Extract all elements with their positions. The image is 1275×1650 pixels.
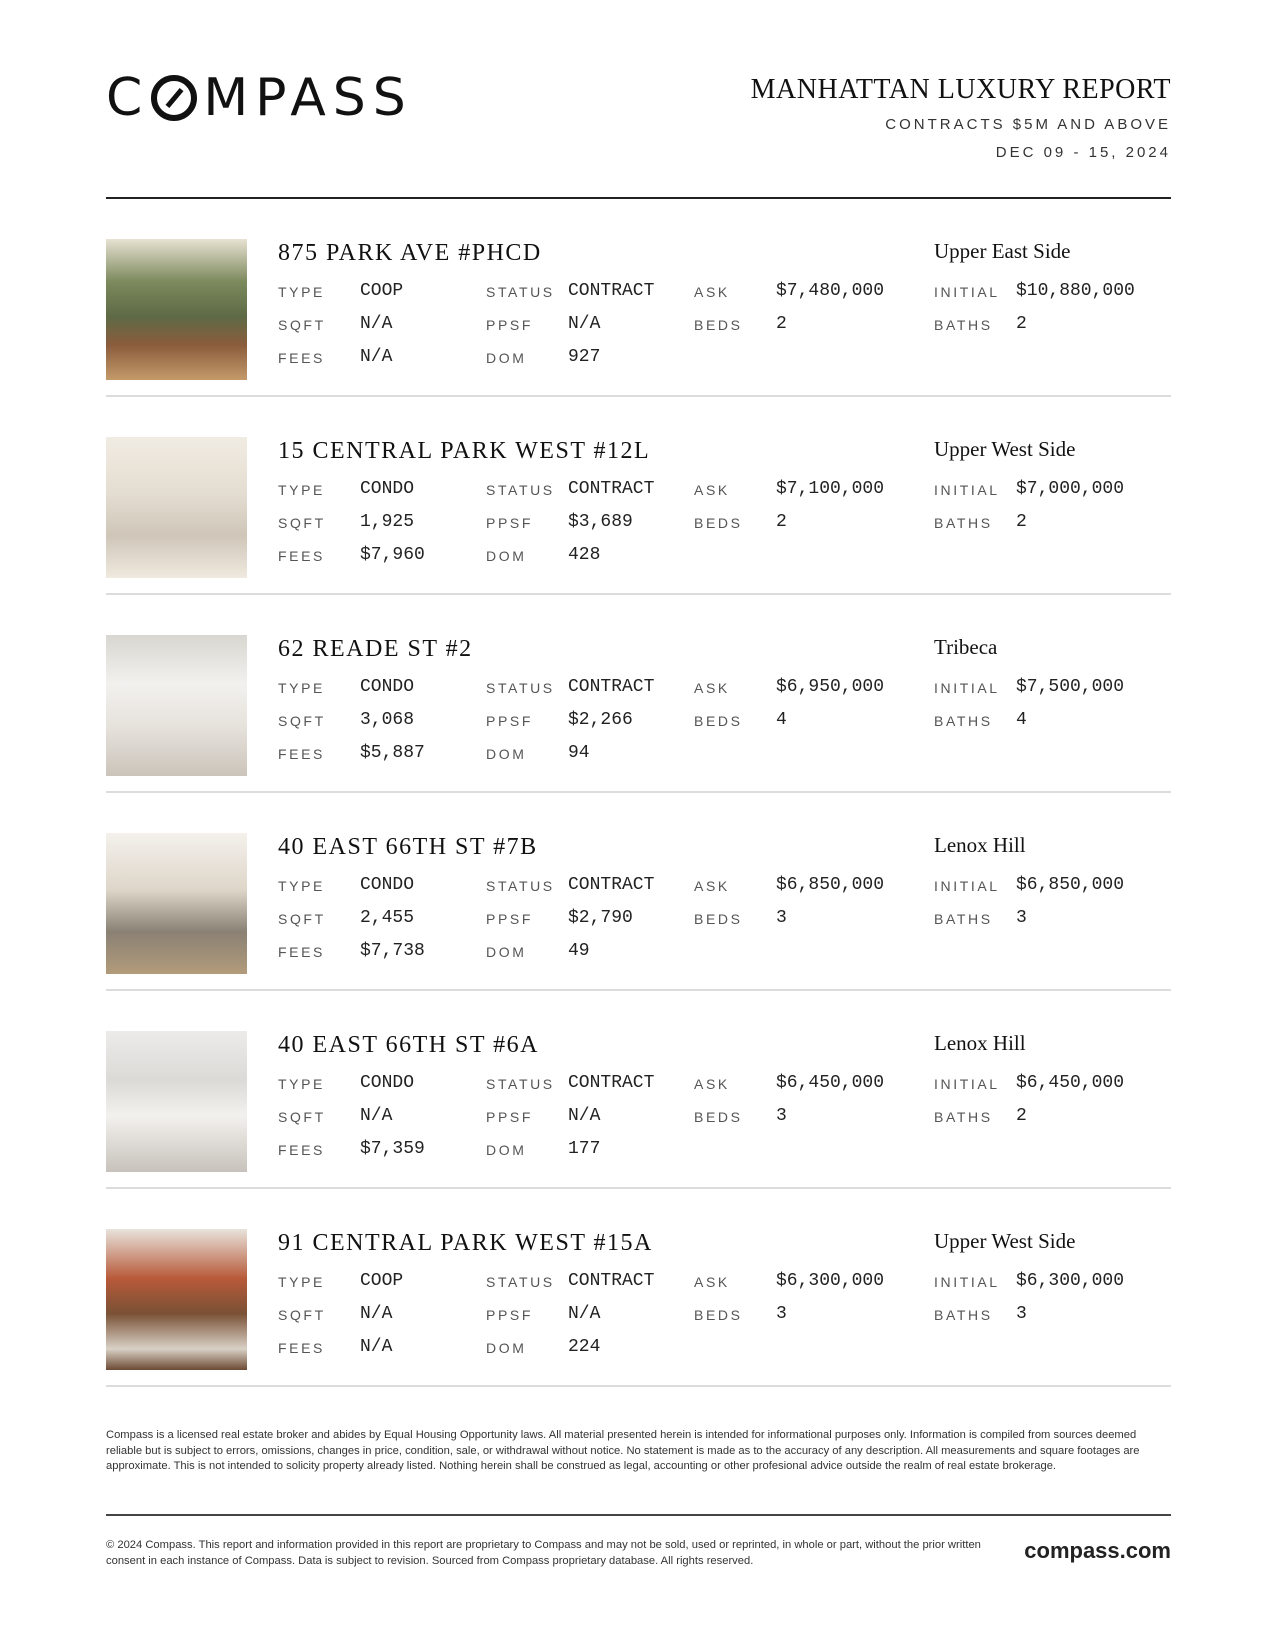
ppsf-value: N/A xyxy=(568,314,601,334)
beds-value: 2 xyxy=(776,314,787,334)
ppsf-label: PPSF xyxy=(486,911,533,927)
status-label: STATUS xyxy=(486,680,555,696)
sqft-label: SQFT xyxy=(278,1307,326,1323)
listing-divider xyxy=(106,1385,1171,1387)
dom-value: 49 xyxy=(568,941,590,961)
compass-logo: C MPASS xyxy=(106,68,413,128)
dom-label: DOM xyxy=(486,548,527,564)
fees-value: $7,359 xyxy=(360,1139,425,1159)
beds-value: 3 xyxy=(776,1304,787,1324)
ask-value: $6,950,000 xyxy=(776,677,885,697)
status-label: STATUS xyxy=(486,1274,555,1290)
listing-neighborhood: Upper East Side xyxy=(934,239,1071,263)
listing-row[interactable] xyxy=(106,793,1171,991)
fees-value: $5,887 xyxy=(360,743,425,763)
ppsf-value: N/A xyxy=(568,1304,601,1324)
sqft-value: N/A xyxy=(360,1106,393,1126)
baths-value: 2 xyxy=(1016,1106,1027,1126)
baths-value: 2 xyxy=(1016,314,1027,334)
baths-label: BATHS xyxy=(934,1307,993,1323)
baths-value: 4 xyxy=(1016,710,1027,730)
initial-label: INITIAL xyxy=(934,1274,1000,1290)
type-label: TYPE xyxy=(278,680,325,696)
sqft-label: SQFT xyxy=(278,1109,326,1125)
initial-value: $6,850,000 xyxy=(1016,875,1125,895)
copyright: © 2024 Compass. This report and information provided in this report are proprietary to Compass and may not be sold, used or reprinted, in whole or part, without the prior written consent in each instance of Compass. Data is subject to revision. Sourced from Compass proprietary database. All rights reserved. xyxy=(106,1539,981,1567)
listing-row[interactable] xyxy=(106,397,1171,595)
beds-label: BEDS xyxy=(694,1307,743,1323)
beds-label: BEDS xyxy=(694,1109,743,1125)
beds-value: 4 xyxy=(776,710,787,730)
compass-o-icon xyxy=(151,75,197,121)
status-label: STATUS xyxy=(486,1076,555,1092)
listing-row[interactable] xyxy=(106,595,1171,793)
initial-label: INITIAL xyxy=(934,284,1000,300)
fees-label: FEES xyxy=(278,1340,325,1356)
listing-address[interactable]: 62 READE ST #2 xyxy=(278,636,473,662)
baths-label: BATHS xyxy=(934,911,993,927)
ask-label: ASK xyxy=(694,1274,730,1290)
dom-value: 428 xyxy=(568,545,601,565)
ppsf-value: $2,790 xyxy=(568,908,633,928)
beds-label: BEDS xyxy=(694,515,743,531)
type-label: TYPE xyxy=(278,878,325,894)
listing-neighborhood: Lenox Hill xyxy=(934,833,1026,857)
initial-label: INITIAL xyxy=(934,680,1000,696)
type-label: TYPE xyxy=(278,1076,325,1092)
listing-photo[interactable] xyxy=(106,635,247,776)
ppsf-label: PPSF xyxy=(486,1307,533,1323)
ask-label: ASK xyxy=(694,284,730,300)
fees-value: $7,960 xyxy=(360,545,425,565)
listing-neighborhood: Upper West Side xyxy=(934,1229,1076,1253)
ppsf-label: PPSF xyxy=(486,515,533,531)
beds-label: BEDS xyxy=(694,713,743,729)
fees-label: FEES xyxy=(278,746,325,762)
ask-label: ASK xyxy=(694,680,730,696)
listing-photo[interactable] xyxy=(106,1229,247,1370)
ask-label: ASK xyxy=(694,878,730,894)
dom-label: DOM xyxy=(486,1340,527,1356)
dom-value: 224 xyxy=(568,1337,601,1357)
ask-value: $6,850,000 xyxy=(776,875,885,895)
beds-value: 3 xyxy=(776,1106,787,1126)
dom-label: DOM xyxy=(486,746,527,762)
report-title: MANHATTAN LUXURY REPORT xyxy=(750,74,1171,105)
ask-value: $7,480,000 xyxy=(776,281,885,301)
listing-address[interactable]: 91 CENTRAL PARK WEST #15A xyxy=(278,1230,653,1256)
listing-address[interactable]: 40 EAST 66TH ST #7B xyxy=(278,834,538,860)
status-label: STATUS xyxy=(486,878,555,894)
listing-address[interactable]: 875 PARK AVE #PHCD xyxy=(278,240,542,266)
ask-value: $6,450,000 xyxy=(776,1073,885,1093)
initial-value: $6,300,000 xyxy=(1016,1271,1125,1291)
baths-value: 3 xyxy=(1016,1304,1027,1324)
beds-value: 2 xyxy=(776,512,787,532)
fees-value: N/A xyxy=(360,1337,393,1357)
listing-neighborhood: Lenox Hill xyxy=(934,1031,1026,1055)
report-subtitle: CONTRACTS $5M AND ABOVE xyxy=(885,116,1171,133)
footer-divider xyxy=(106,1514,1171,1516)
baths-label: BATHS xyxy=(934,317,993,333)
status-value: CONTRACT xyxy=(568,1073,655,1093)
status-label: STATUS xyxy=(486,482,555,498)
sqft-value: N/A xyxy=(360,314,393,334)
listing-photo[interactable] xyxy=(106,833,247,974)
dom-label: DOM xyxy=(486,944,527,960)
type-value: COOP xyxy=(360,1271,404,1291)
baths-label: BATHS xyxy=(934,713,993,729)
sqft-value: 1,925 xyxy=(360,512,415,532)
fees-value: N/A xyxy=(360,347,393,367)
listing-address[interactable]: 40 EAST 66TH ST #6A xyxy=(278,1032,539,1058)
report-date: DEC 09 - 15, 2024 xyxy=(995,144,1171,161)
listing-photo[interactable] xyxy=(106,1031,247,1172)
type-value: COOP xyxy=(360,281,404,301)
ppsf-value: $3,689 xyxy=(568,512,633,532)
ask-value: $7,100,000 xyxy=(776,479,885,499)
dom-value: 94 xyxy=(568,743,590,763)
type-value: CONDO xyxy=(360,875,415,895)
listing-row[interactable] xyxy=(106,199,1171,397)
listing-photo[interactable] xyxy=(106,437,247,578)
beds-label: BEDS xyxy=(694,911,743,927)
fees-label: FEES xyxy=(278,548,325,564)
type-value: CONDO xyxy=(360,1073,415,1093)
fees-label: FEES xyxy=(278,944,325,960)
disclaimer: Compass is a licensed real estate broker and abides by Equal Housing Opportunity laws. All material presented herein is intended for informational purposes only. Information is compiled from sources deemed reliable but is subject to errors, omissions, changes in price, condition, sale, or withdrawal without notice. No statement is made as to the accuracy of any description. All measurements and square footages are approximate. This is not intended to solicity property already listed. Nothing herein shall be construed as legal, accounting or other profesional advice outside the realm of real estate brokerage. xyxy=(106,1429,1140,1472)
status-value: CONTRACT xyxy=(568,875,655,895)
listing-row[interactable] xyxy=(106,991,1171,1189)
dom-value: 177 xyxy=(568,1139,601,1159)
sqft-label: SQFT xyxy=(278,713,326,729)
baths-value: 2 xyxy=(1016,512,1027,532)
initial-label: INITIAL xyxy=(934,1076,1000,1092)
ask-value: $6,300,000 xyxy=(776,1271,885,1291)
status-value: CONTRACT xyxy=(568,281,655,301)
type-value: CONDO xyxy=(360,479,415,499)
beds-value: 3 xyxy=(776,908,787,928)
ppsf-label: PPSF xyxy=(486,713,533,729)
fees-label: FEES xyxy=(278,1142,325,1158)
dom-label: DOM xyxy=(486,1142,527,1158)
ppsf-label: PPSF xyxy=(486,317,533,333)
listing-neighborhood: Tribeca xyxy=(934,635,998,659)
type-value: CONDO xyxy=(360,677,415,697)
status-value: CONTRACT xyxy=(568,1271,655,1291)
type-label: TYPE xyxy=(278,1274,325,1290)
initial-value: $10,880,000 xyxy=(1016,281,1135,301)
sqft-label: SQFT xyxy=(278,317,326,333)
sqft-value: N/A xyxy=(360,1304,393,1324)
ask-label: ASK xyxy=(694,482,730,498)
sqft-value: 3,068 xyxy=(360,710,415,730)
baths-label: BATHS xyxy=(934,1109,993,1125)
initial-value: $7,500,000 xyxy=(1016,677,1125,697)
status-value: CONTRACT xyxy=(568,479,655,499)
ppsf-value: N/A xyxy=(568,1106,601,1126)
status-label: STATUS xyxy=(486,284,555,300)
listing-address[interactable]: 15 CENTRAL PARK WEST #12L xyxy=(278,438,651,464)
dom-label: DOM xyxy=(486,350,527,366)
fees-value: $7,738 xyxy=(360,941,425,961)
fees-label: FEES xyxy=(278,350,325,366)
listing-row[interactable] xyxy=(106,1189,1171,1387)
initial-value: $7,000,000 xyxy=(1016,479,1125,499)
dom-value: 927 xyxy=(568,347,601,367)
listing-neighborhood: Upper West Side xyxy=(934,437,1076,461)
ppsf-value: $2,266 xyxy=(568,710,633,730)
ask-label: ASK xyxy=(694,1076,730,1092)
sqft-value: 2,455 xyxy=(360,908,415,928)
beds-label: BEDS xyxy=(694,317,743,333)
type-label: TYPE xyxy=(278,284,325,300)
sqft-label: SQFT xyxy=(278,515,326,531)
baths-value: 3 xyxy=(1016,908,1027,928)
initial-label: INITIAL xyxy=(934,878,1000,894)
status-value: CONTRACT xyxy=(568,677,655,697)
website-link[interactable]: compass.com xyxy=(1024,1538,1171,1563)
initial-value: $6,450,000 xyxy=(1016,1073,1125,1093)
ppsf-label: PPSF xyxy=(486,1109,533,1125)
sqft-label: SQFT xyxy=(278,911,326,927)
listing-photo[interactable] xyxy=(106,239,247,380)
type-label: TYPE xyxy=(278,482,325,498)
initial-label: INITIAL xyxy=(934,482,1000,498)
baths-label: BATHS xyxy=(934,515,993,531)
